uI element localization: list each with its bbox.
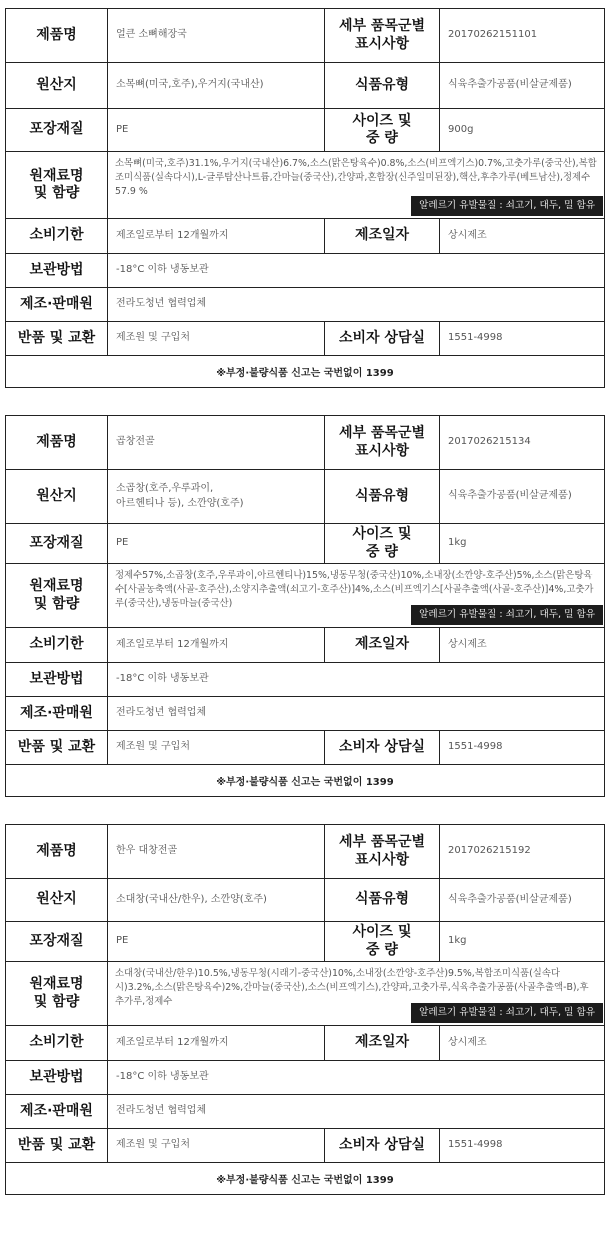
value-category-code: 2017026215192: [448, 845, 531, 857]
row-origin: [6, 879, 604, 922]
label-return-exchange: 반품 및 교환: [6, 1129, 108, 1162]
value-product-name: 얼큰 소뼈해장국: [116, 29, 187, 41]
row-storage: [6, 1061, 604, 1095]
label-size-weight-text: 사이즈 및 중 량: [352, 924, 412, 958]
value-packaging: PE: [116, 123, 129, 135]
row-packaging: [6, 922, 604, 962]
label-ingredients: [6, 564, 108, 627]
row-maker-seller: [6, 288, 604, 322]
label-size-weight-text: 사이즈 및 중 량: [352, 526, 412, 560]
label-food-type: 식품유형: [324, 63, 440, 108]
value-storage: -18°C 이하 냉동보관: [116, 264, 209, 276]
label-return-exchange: 반품 및 교환: [6, 731, 108, 764]
value-manufacture-date: 상시제조: [448, 1036, 487, 1048]
ingredients-text: 소목뼈(미국,호주)31.1%,우거지(국내산)6.7%,소스(맑은탕육수)0.8%,소스(비프엑기스)0.7%,고춧가루(중국산),복합조미식품(실속다시),L-글루탐산나트륨,간마늘(중국산),간양파,혼합장(신주일미된장),핵산,후추가루(베트남산),정제수57.9 %: [115, 158, 597, 198]
label-consumer-center: 소비자 상담실: [324, 322, 440, 355]
value-consumer-center: 1551-4998: [448, 332, 503, 344]
label-product-name: 제품명: [6, 9, 108, 62]
label-packaging: 포장재질: [6, 922, 108, 961]
label-ingredients-text: 원재료명 및 함량: [29, 578, 84, 612]
label-ingredients-text: 원재료명 및 함량: [29, 976, 84, 1010]
label-size-weight: [324, 524, 440, 563]
label-product-name: 제품명: [6, 416, 108, 469]
label-category-text: 세부 품목군별 표시사항: [338, 425, 426, 459]
label-ingredients: [6, 962, 108, 1025]
allergy-badge: 알레르기 유발물질 : 쇠고기, 대두, 밀 함유: [411, 1003, 603, 1023]
label-expiry: 소비기한: [6, 219, 108, 253]
label-food-type: 식품유형: [324, 879, 440, 921]
value-origin: 소곱창(호주,우루과이, 아르헨티나 등), 소깐양(호주): [116, 483, 244, 509]
value-expiry: 제조일로부터 12개월까지: [116, 1036, 229, 1048]
value-size-weight: 1kg: [448, 935, 467, 947]
label-category: [324, 416, 440, 469]
label-category-text: 세부 품목군별 표시사항: [338, 834, 426, 868]
value-size-weight: 900g: [448, 123, 474, 135]
value-manufacture-date: 상시제조: [448, 638, 487, 650]
label-origin: 원산지: [6, 470, 108, 523]
row-product-name: [6, 9, 604, 63]
label-manufacture-date: 제조일자: [324, 219, 440, 253]
value-ingredients: [108, 962, 604, 1025]
label-food-type: 식품유형: [324, 470, 440, 523]
value-food-type: 식육추출가공품(비살균제품): [448, 490, 572, 502]
row-origin: [6, 470, 604, 524]
row-ingredients: [6, 962, 604, 1026]
label-storage: 보관방법: [6, 663, 108, 696]
row-expiry: [6, 628, 604, 663]
value-manufacture-date: 상시제조: [448, 229, 487, 241]
value-ingredients: [108, 152, 604, 218]
label-size-weight: [324, 922, 440, 961]
value-storage: -18°C 이하 냉동보관: [116, 673, 209, 685]
footer-notice: ※부정·불량식품 신고는 국번없이 1399: [216, 368, 394, 379]
label-consumer-center: 소비자 상담실: [324, 731, 440, 764]
value-packaging: PE: [116, 537, 129, 549]
label-consumer-center: 소비자 상담실: [324, 1129, 440, 1162]
label-packaging: 포장재질: [6, 524, 108, 563]
value-packaging: PE: [116, 935, 129, 947]
value-expiry: 제조일로부터 12개월까지: [116, 638, 229, 650]
value-return-exchange: 제조원 및 구입처: [116, 1139, 190, 1151]
row-storage: [6, 254, 604, 288]
value-maker-seller: 전라도청년 협력업체: [116, 1105, 207, 1117]
value-size-weight: 1kg: [448, 537, 467, 549]
row-expiry: [6, 219, 604, 254]
value-maker-seller: 전라도청년 협력업체: [116, 298, 207, 310]
label-maker-seller: 제조·판매원: [6, 697, 108, 730]
row-ingredients: [6, 152, 604, 219]
row-storage: [6, 663, 604, 697]
label-return-exchange: 반품 및 교환: [6, 322, 108, 355]
label-expiry: 소비기한: [6, 1026, 108, 1060]
label-packaging: 포장재질: [6, 109, 108, 151]
label-category-text: 세부 품목군별 표시사항: [338, 18, 426, 52]
row-maker-seller: [6, 1095, 604, 1129]
value-expiry: 제조일로부터 12개월까지: [116, 229, 229, 241]
value-category-code: 2017026215134: [448, 436, 531, 448]
row-return-exchange: [6, 731, 604, 765]
value-ingredients: [108, 564, 604, 627]
label-manufacture-date: 제조일자: [324, 1026, 440, 1060]
value-product-name: 곱창전골: [116, 436, 155, 448]
label-storage: 보관방법: [6, 254, 108, 287]
value-maker-seller: 전라도청년 협력업체: [116, 707, 207, 719]
label-maker-seller: 제조·판매원: [6, 288, 108, 321]
value-return-exchange: 제조원 및 구입처: [116, 741, 190, 753]
label-ingredients: [6, 152, 108, 218]
label-maker-seller: 제조·판매원: [6, 1095, 108, 1128]
value-origin: 소목뼈(미국,호주),우거지(국내산): [116, 79, 264, 91]
footer-notice: ※부정·불량식품 신고는 국번없이 1399: [216, 777, 394, 788]
value-food-type: 식육추출가공품(비살균제품): [448, 893, 572, 905]
value-consumer-center: 1551-4998: [448, 1139, 503, 1151]
row-return-exchange: [6, 1129, 604, 1163]
value-food-type: 식육추출가공품(비살균제품): [448, 79, 572, 91]
product-info-card-3: [5, 824, 605, 1195]
label-manufacture-date: 제조일자: [324, 628, 440, 662]
value-category-code: 2017026215110​1: [448, 29, 538, 41]
allergy-badge: 알레르기 유발물질 : 쇠고기, 대두, 밀 함유: [411, 196, 603, 216]
ingredients-text: 소대창(국내산/한우)10.5%,냉동무청(시래기-중국산)10%,소내장(소깐양-호주산)9.5%,복합조미식품(실속다시)3.2%,소스(맑은탕육수)2%,간마늘(중국산),소스(비프엑기스),간양파,고춧가루,식육추출가공품(사골추출액-B),후추가루,정제수: [115, 968, 589, 1008]
label-size-weight: [324, 109, 440, 151]
value-product-name: 한우 대창전골: [116, 845, 178, 857]
label-product-name: 제품명: [6, 825, 108, 878]
ingredients-text: 정제수57%,소곱창(호주,우루과이,아르헨티나)15%,냉동무청(중국산)10%,소내장(소깐양-호주산)5%,소스(맑은탕육수[사골농축액(사골-호주산),소양지추출액(쇠고기-호주산)]4%,소스(비프엑기스[사골추출액(사골-호주산)]4%,고춧가루(중국산),냉동마늘(중국산): [115, 570, 594, 610]
allergy-badge: 알레르기 유발물질 : 쇠고기, 대두, 밀 함유: [411, 605, 603, 625]
row-packaging: [6, 524, 604, 564]
product-info-card-1: [5, 8, 605, 388]
label-ingredients-text: 원재료명 및 함량: [29, 167, 84, 201]
value-storage: -18°C 이하 냉동보관: [116, 1071, 209, 1083]
label-expiry: 소비기한: [6, 628, 108, 662]
label-size-weight-text: 사이즈 및 중 량: [352, 112, 412, 146]
value-return-exchange: 제조원 및 구입처: [116, 332, 190, 344]
label-origin: 원산지: [6, 879, 108, 921]
row-origin: [6, 63, 604, 109]
row-maker-seller: [6, 697, 604, 731]
row-return-exchange: [6, 322, 604, 356]
row-expiry: [6, 1026, 604, 1061]
label-category: [324, 9, 440, 62]
label-category: [324, 825, 440, 878]
label-origin: 원산지: [6, 63, 108, 108]
row-product-name: [6, 416, 604, 470]
value-consumer-center: 1551-4998: [448, 741, 503, 753]
label-storage: 보관방법: [6, 1061, 108, 1094]
product-info-card-2: [5, 415, 605, 797]
value-origin: 소대창(국내산/한우), 소깐양(호주): [116, 893, 267, 905]
row-packaging: [6, 109, 604, 152]
footer-notice: ※부정·불량식품 신고는 국번없이 1399: [216, 1175, 394, 1186]
row-ingredients: [6, 564, 604, 628]
row-product-name: [6, 825, 604, 879]
